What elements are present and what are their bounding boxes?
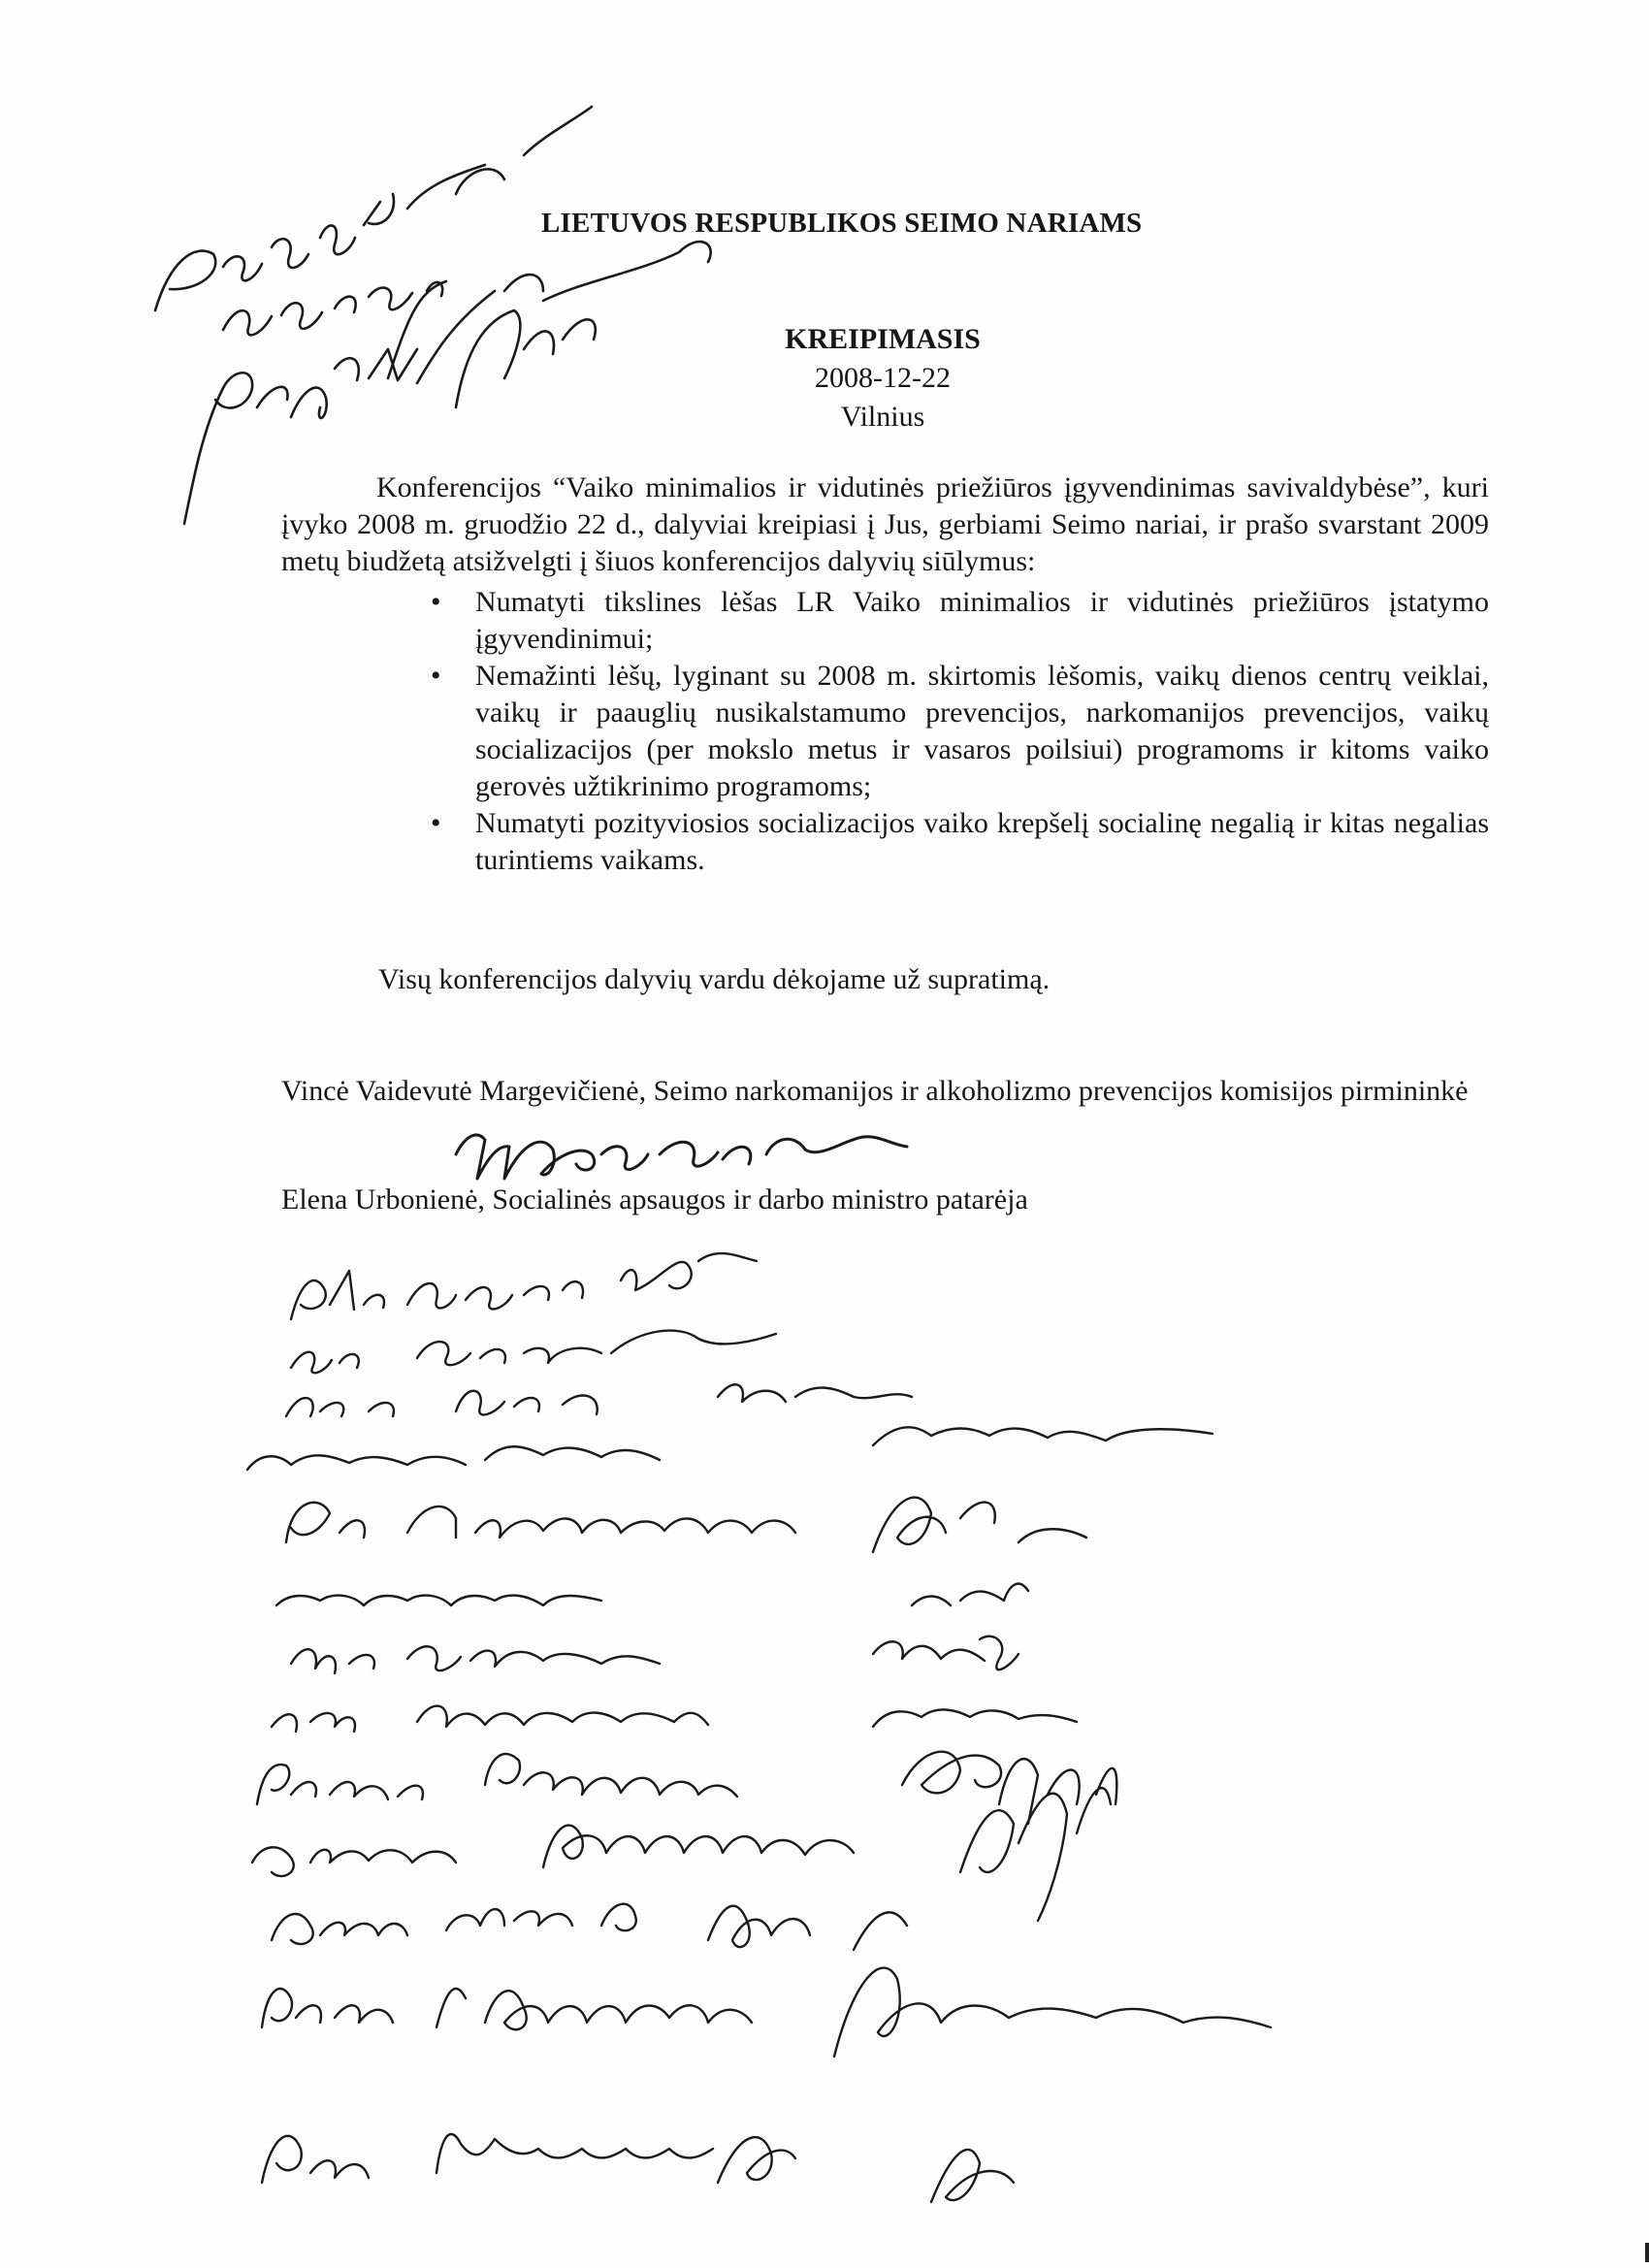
signatures-list: [247, 1253, 1271, 2202]
proposal-text: Numatyti tikslines lėšas LR Vaiko minimalios ir vidutinės priežiūros įstatymo įgyvendinimui;: [475, 586, 1489, 655]
signer-1: Vincė Vaidevutė Margevičienė, Seimo narkomanijos ir alkoholizmo prevencijos komisijos pirmininkė: [281, 1075, 1469, 1107]
proposal-item: [431, 584, 1489, 658]
margin-note-handwriting: [155, 107, 711, 524]
proposal-text: Nemažinti lėšų, lyginant su 2008 m. skirtomis lėšomis, vaikų dienos centrų veiklai, vaikų ir paauglių nusikalstamumo prevencijos, narkomanijos prevencijos, vaikų socializacijos (per mokslo metus ir vasaros poilsiui) programoms ir kitoms vaiko gerovės užtikrinimo programoms;: [475, 660, 1489, 802]
title-block: [679, 320, 1086, 437]
bullet-icon: •: [431, 807, 441, 839]
intro-paragraph: Konferencijos “Vaiko minimalios ir vidutinės priežiūros įgyvendinimas savivaldybėse”, kuri įvyko 2008 m. gruodžio 22 d., dalyviai kreipiasi į Jus, gerbiami Seimo nariai, ir prašo svarstant 2009 metų biudžetą atsižvelgti į šiuos konferencijos dalyvių siūlymus:: [281, 471, 1489, 577]
document-title: KREIPIMASIS: [785, 323, 981, 355]
bullet-icon: •: [431, 660, 441, 692]
proposal-text: Numatyti pozityviosios socializacijos vaiko krepšelį socialinę negalią ir kitas negalias turintiems vaikams.: [475, 807, 1489, 876]
document-date: 2008-12-22: [815, 362, 951, 394]
proposal-item: [431, 805, 1489, 879]
letter-body: [281, 470, 1489, 879]
proposal-item: [431, 658, 1489, 805]
signer-2: Elena Urbonienė, Socialinės apsaugos ir darbo ministro patarėja: [281, 1183, 1028, 1215]
proposals-list: [281, 584, 1489, 879]
scan-edge-mark: [1645, 2243, 1649, 2262]
addressee-heading: LIETUVOS RESPUBLIKOS SEIMO NARIAMS: [541, 208, 1143, 239]
document-place: Vilnius: [840, 401, 925, 433]
bullet-icon: •: [431, 586, 441, 618]
signature-margeviciene: [456, 1135, 907, 1179]
thanks-line: Visų konferencijos dalyvių vardu dėkojame už supratimą.: [378, 963, 1051, 995]
